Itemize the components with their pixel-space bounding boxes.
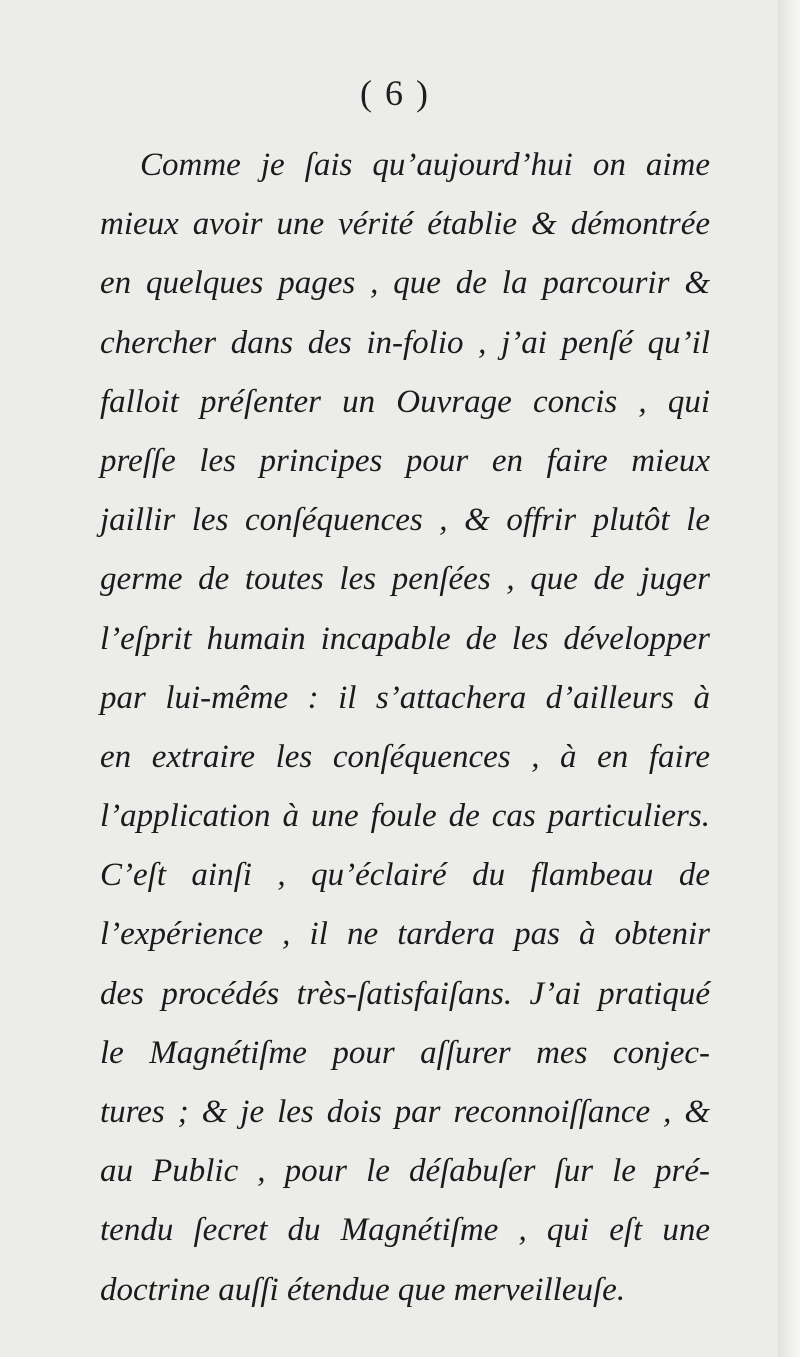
text-line: tures ; & je les dois par reconnoiſſance , & — [100, 1094, 710, 1130]
text-line: tendu ſecret du Magnétiſme , qui eſt une — [100, 1212, 710, 1249]
text-line: jaillir les conſéquences , & offrir plutôt le — [100, 502, 710, 539]
text-line: le Magnétiſme pour aſſurer mes conjec- — [100, 1034, 710, 1071]
text-line: mieux avoir une vérité établie & démontrée — [100, 206, 710, 243]
text-line: en extraire les conſéquences , à en faire — [100, 738, 710, 775]
page-number: ( 6 ) — [360, 73, 430, 113]
text-line: l’application à une foule de cas particuliers. — [100, 798, 710, 835]
page-edge-shadow — [778, 0, 800, 1357]
text-line: en quelques pages , que de la parcourir & — [100, 265, 710, 302]
text-line: Comme je ſais qu’aujourd’hui on aime — [140, 147, 710, 183]
text-line: germe de toutes les penſées , que de juger — [100, 561, 710, 598]
text-line: falloit préſenter un Ouvrage concis , qui — [100, 383, 710, 420]
text-line: des procédés très-ſatisfaiſans. J’ai pratiqué — [100, 975, 710, 1012]
text-line: doctrine auſſi étendue que merveilleuſe. — [100, 1271, 626, 1308]
text-line: par lui-même : il s’attachera d’ailleurs à — [100, 679, 710, 716]
text-line: l’eſprit humain incapable de les développer — [100, 620, 710, 657]
text-line: C’eſt ainſi , qu’éclairé du flambeau de — [100, 857, 710, 894]
text-line: preſſe les principes pour en faire mieux — [100, 442, 710, 479]
body-text — [100, 136, 710, 1320]
text-line: chercher dans des in-folio , j’ai penſé qu’il — [100, 324, 710, 361]
text-line: au Public , pour le déſabuſer ſur le pré- — [100, 1153, 710, 1190]
text-line: l’expérience , il ne tardera pas à obtenir — [100, 916, 710, 953]
